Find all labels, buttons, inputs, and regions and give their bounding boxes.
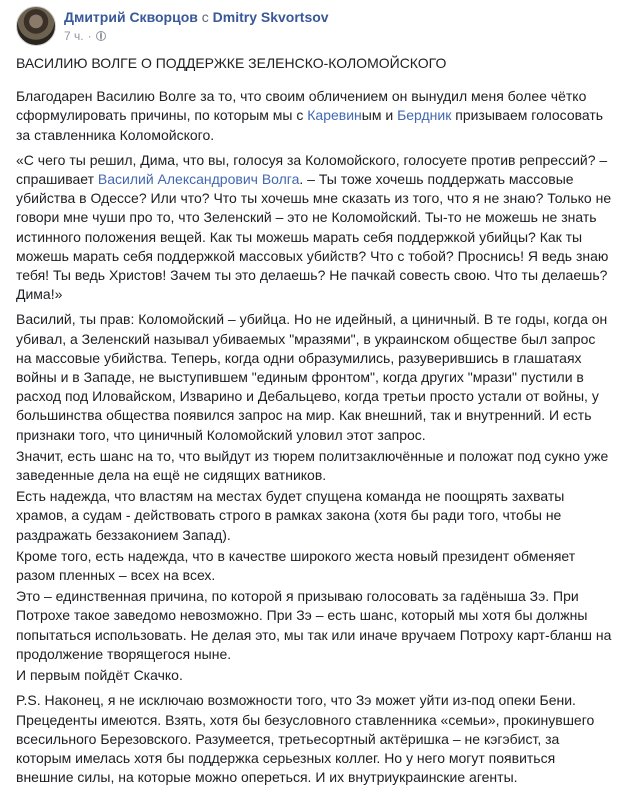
post-meta	[64, 28, 329, 44]
avatar[interactable]	[16, 6, 56, 46]
paragraph-8: И первым пойдёт Скачко.	[16, 667, 183, 684]
author-line	[64, 8, 329, 26]
post-title: ВАСИЛИЮ ВОЛГЕ О ПОДДЕРЖКЕ ЗЕЛЕНСКО-КОЛОМОЙСКОГО	[16, 55, 447, 71]
p1-text-3: призываем голосовать за ставленника Коломойского.	[16, 107, 604, 143]
tagged-user-link[interactable]: Dmitry Skvortsov	[212, 9, 329, 25]
meta-separator: ·	[87, 29, 92, 43]
paragraph-2	[16, 151, 612, 305]
post-header	[16, 6, 329, 46]
p1-text-2: ым и	[361, 107, 398, 124]
paragraph-3: Василий, ты прав: Коломойский – убийца. Но не идейный, а циничный. В те годы, когда он убивал, а Зеленский называл убиваемых "мразями", в украинском обществе был запрос на массовые убийства. Теперь, когда одни образумились, разуверившись в глашатаях войны и в Западе, не выступившем "единым фронтом", когда других "мрази" пустили в расход под Иловайском, Изварино и Дебальцево, когда третьи просто устали от войны, у большинства общества появился запрос на мир. Как внешний, так и внутренний. И есть признаки того, что циничный Коломойский уловил этот запрос.	[16, 311, 608, 443]
paragraph-4: Значит, есть шанс на то, что выйдут из тюрем политзаключённые и положат под сукно уже заведенные дела на ещё не сидящих ватников.	[16, 447, 609, 484]
timestamp-link[interactable]: 7 ч.	[64, 29, 84, 43]
with-word: с	[201, 9, 209, 25]
paragraph-1	[16, 87, 612, 145]
p2-text-1: «С чего ты решил, Дима, что вы, голосуя за Коломойского, голосуете против репрессий? – спрашивает	[16, 151, 608, 188]
mention-berdnik-link[interactable]: Бердник	[397, 107, 452, 124]
header-text	[64, 6, 329, 44]
author-name-link[interactable]: Дмитрий Скворцов	[64, 9, 198, 25]
post-body	[16, 54, 612, 793]
paragraph-5: Есть надежда, что властям на местах будет спущена команда не поощрять захваты храмов, а судам - действовать строго в рамках закона (хотя бы ради того, чтобы не раздражать беззаконием Запад).	[16, 488, 565, 543]
mention-volga-link[interactable]: Василий Александрович Волга	[97, 171, 300, 188]
paragraph-7: Это – единственная причина, по которой я призываю голосовать за гадёныша Зэ. При Потрохе такое заведомо невозможно. При Зэ – есть шанс, который мы хотя бы должны попытаться использовать. Не делая это, мы так или иначе вручаем Потроху карт-бланш на продолжение творящегося ныне.	[16, 588, 612, 662]
p1-text-1: Благодарен Василию Волге за то, что своим обличением он вынудил меня более чётко сформулировать причины, по которым мы с	[16, 88, 587, 124]
p2-text-2: . – Ты тоже хочешь поддержать массовые убийства в Одессе? Или что? Что ты хочешь мне сказать из того, что я не знаю? Только не говори мне чуши про то, что Зеленский – это не Коломойский. Ты-то не можешь не знать истинного положения вещей. Как ты можешь марать себя поддержкой убийцы? Как ты можешь марать себя поддержкой массовых убийств? Что с тобой? Проснись! Я ведь знаю тебя! Ты ведь Христов! Зачем ты это делаешь? Не пачкай совесть свою. Что ты делаешь? Дима!»	[16, 171, 612, 303]
paragraph-6: Кроме того, есть надежда, что в качестве широкого жеста новый президент обменяет разом пленных – всех на всех.	[16, 547, 576, 584]
globe-icon[interactable]	[96, 31, 106, 41]
paragraph-9: P.S. Наконец, я не исключаю возможности того, что Зэ может уйти из-под опеки Бени. Прецеденты имеются. Взять, хотя бы безусловного ставленника «семьи», прокинувшего всесильного Березовского. Разумеется, третьесортный актёришка – не кэгэбист, за которым имелась хотя бы поддержка серьезных коллег. Но у него могут появиться внешние силы, на которые можно опереться. И их внутриукраинские агенты.	[16, 692, 595, 786]
mention-karevin-link[interactable]: Каревин	[307, 107, 362, 124]
